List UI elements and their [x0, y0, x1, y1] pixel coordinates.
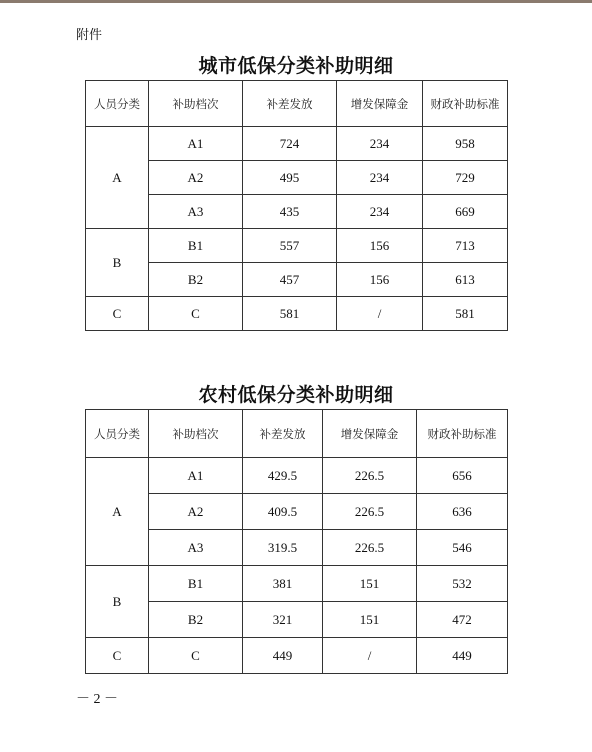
fiscal-standard-cell: 656: [417, 458, 508, 494]
level-cell: B1: [149, 566, 243, 602]
extra-allowance-cell: /: [337, 297, 423, 331]
header-fiscal-standard: 财政补助标准: [417, 410, 508, 458]
header-subsidy-level: 补助档次: [149, 410, 243, 458]
difference-payment-cell: 435: [243, 195, 337, 229]
extra-allowance-cell: 234: [337, 127, 423, 161]
extra-allowance-cell: 151: [323, 566, 417, 602]
header-extra-allowance: 增发保障金: [337, 81, 423, 127]
header-row: [86, 81, 508, 127]
table-row: [86, 566, 508, 602]
difference-payment-cell: 724: [243, 127, 337, 161]
fiscal-standard-cell: 729: [423, 161, 508, 195]
extra-allowance-cell: 234: [337, 195, 423, 229]
extra-allowance-cell: 156: [337, 263, 423, 297]
table-row: [86, 638, 508, 674]
extra-allowance-cell: /: [323, 638, 417, 674]
fiscal-standard-cell: 958: [423, 127, 508, 161]
difference-payment-cell: 457: [243, 263, 337, 297]
fiscal-standard-cell: 636: [417, 494, 508, 530]
fiscal-standard-cell: 449: [417, 638, 508, 674]
extra-allowance-cell: 226.5: [323, 530, 417, 566]
category-cell: B: [86, 229, 149, 297]
table-row: [86, 494, 508, 530]
table-row: [86, 127, 508, 161]
level-cell: A2: [149, 494, 243, 530]
header-person-category: 人员分类: [86, 410, 149, 458]
fiscal-standard-cell: 613: [423, 263, 508, 297]
level-cell: B2: [149, 263, 243, 297]
table-row: [86, 263, 508, 297]
table-row: [86, 297, 508, 331]
header-difference-payment: 补差发放: [243, 410, 323, 458]
level-cell: B2: [149, 602, 243, 638]
top-border-line: [0, 0, 592, 3]
fiscal-standard-cell: 713: [423, 229, 508, 263]
rural-table-title: 农村低保分类补助明细: [198, 384, 394, 406]
level-cell: A2: [149, 161, 243, 195]
extra-allowance-cell: 226.5: [323, 494, 417, 530]
category-cell: A: [86, 127, 149, 229]
fiscal-standard-cell: 669: [423, 195, 508, 229]
category-cell: B: [86, 566, 149, 638]
table-row: [86, 195, 508, 229]
level-cell: A3: [149, 195, 243, 229]
difference-payment-cell: 321: [243, 602, 323, 638]
rural-subsidy-table: [85, 409, 508, 674]
page-number: － 2 －: [76, 692, 118, 707]
header-extra-allowance: 增发保障金: [323, 410, 417, 458]
urban-subsidy-table: [85, 80, 508, 331]
extra-allowance-cell: 156: [337, 229, 423, 263]
level-cell: C: [149, 297, 243, 331]
table-row: [86, 602, 508, 638]
table-row: [86, 530, 508, 566]
difference-payment-cell: 319.5: [243, 530, 323, 566]
difference-payment-cell: 381: [243, 566, 323, 602]
difference-payment-cell: 557: [243, 229, 337, 263]
extra-allowance-cell: 226.5: [323, 458, 417, 494]
fiscal-standard-cell: 532: [417, 566, 508, 602]
urban-table-title: 城市低保分类补助明细: [198, 55, 394, 77]
fiscal-standard-cell: 581: [423, 297, 508, 331]
fiscal-standard-cell: 472: [417, 602, 508, 638]
level-cell: C: [149, 638, 243, 674]
level-cell: A1: [149, 458, 243, 494]
category-cell: A: [86, 458, 149, 566]
difference-payment-cell: 495: [243, 161, 337, 195]
table-row: [86, 161, 508, 195]
header-subsidy-level: 补助档次: [149, 81, 243, 127]
difference-payment-cell: 581: [243, 297, 337, 331]
category-cell: C: [86, 297, 149, 331]
table-row: [86, 458, 508, 494]
table-row: [86, 229, 508, 263]
category-cell: C: [86, 638, 149, 674]
attachment-label: 附件: [76, 28, 103, 43]
level-cell: B1: [149, 229, 243, 263]
difference-payment-cell: 429.5: [243, 458, 323, 494]
extra-allowance-cell: 234: [337, 161, 423, 195]
header-row: [86, 410, 508, 458]
level-cell: A3: [149, 530, 243, 566]
level-cell: A1: [149, 127, 243, 161]
extra-allowance-cell: 151: [323, 602, 417, 638]
difference-payment-cell: 409.5: [243, 494, 323, 530]
header-person-category: 人员分类: [86, 81, 149, 127]
header-difference-payment: 补差发放: [243, 81, 337, 127]
header-fiscal-standard: 财政补助标准: [423, 81, 508, 127]
fiscal-standard-cell: 546: [417, 530, 508, 566]
difference-payment-cell: 449: [243, 638, 323, 674]
